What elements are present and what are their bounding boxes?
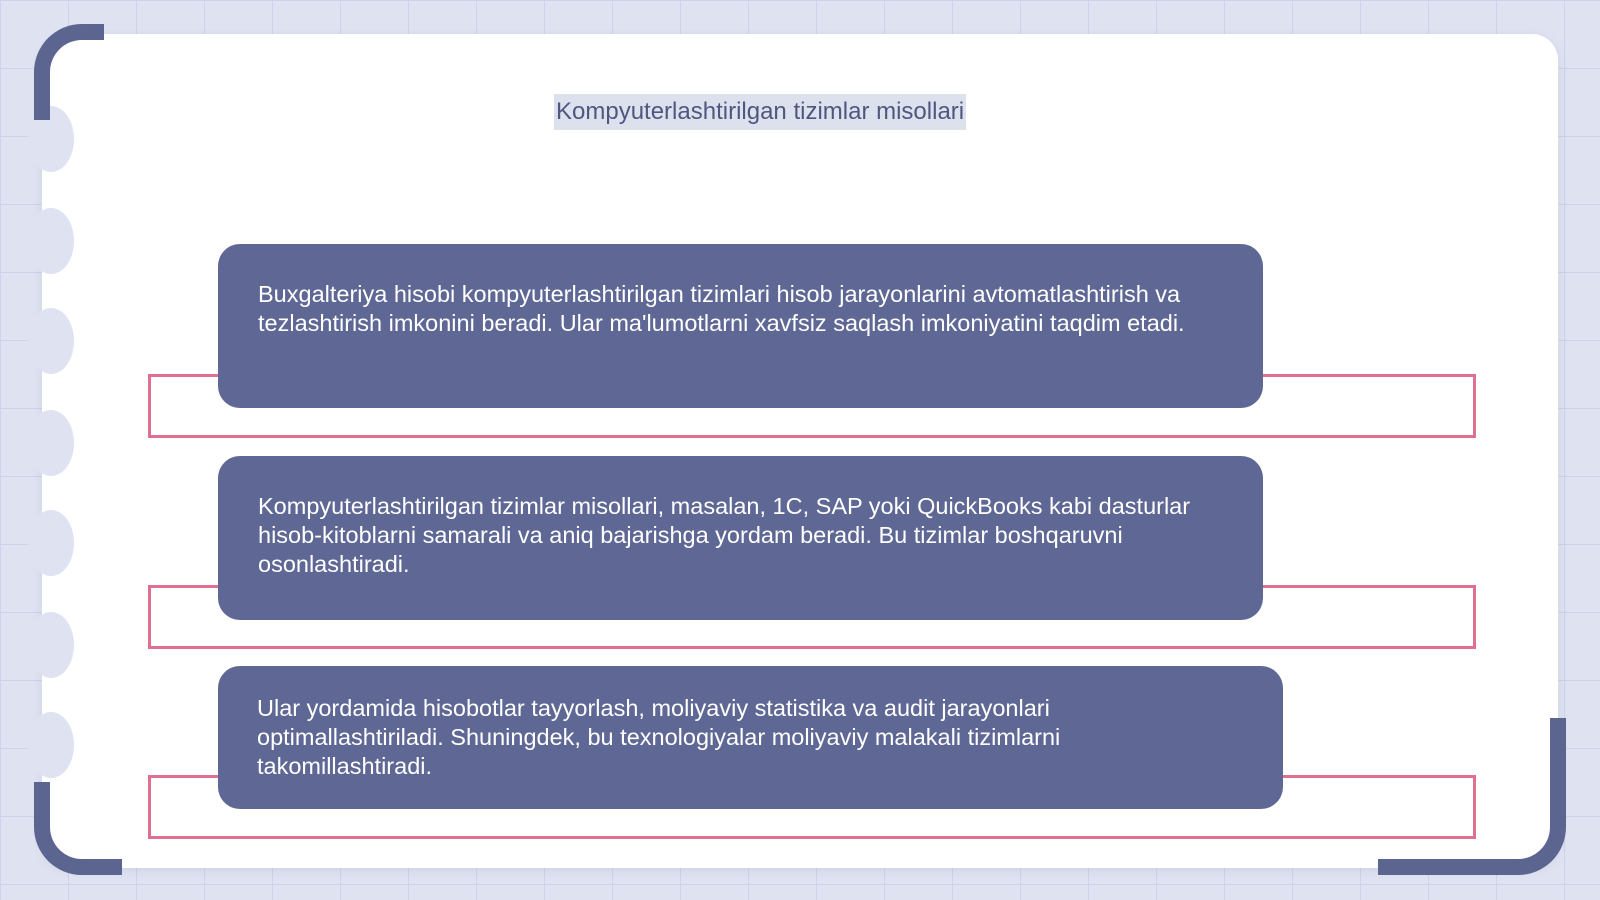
- item-card: [218, 456, 1263, 620]
- item-text: Kompyuterlashtirilgan tizimlar misollari, masalan, 1C, SAP yoki QuickBooks kabi dasturlar hisob-kitoblarni samarali va aniq bajarishga yordam beradi. Bu tizimlar boshqaruvni osonlashtiradi.: [258, 493, 1191, 577]
- slide-title: Kompyuterlashtirilgan tizimlar misollari: [554, 94, 966, 130]
- page-edge-scallop: [28, 612, 74, 678]
- corner-bracket-bottom-left: [34, 782, 122, 875]
- item-text: Buxgalteriya hisobi kompyuterlashtirilgan tizimlari hisob jarayonlarini avtomatlashtirish va tezlashtirish imkonini beradi. Ular ma'lumotlarni xavfsiz saqlash imkoniyatini taqdim etadi.: [258, 281, 1185, 336]
- page-edge-scallop: [28, 510, 74, 576]
- corner-bracket-top-left: [34, 24, 104, 120]
- page-edge-scallop: [28, 308, 74, 374]
- page-edge-scallop: [28, 410, 74, 476]
- item-card: [218, 244, 1263, 408]
- page-edge-scallop: [28, 712, 74, 778]
- item-text: Ular yordamida hisobotlar tayyorlash, moliyaviy statistika va audit jarayonlari optimallashtiriladi. Shuningdek, bu texnologiyalar moliyaviy malakali tizimlarni takomillashtiradi.: [257, 695, 1061, 779]
- item-card: [218, 666, 1283, 809]
- page-edge-scallop: [28, 208, 74, 274]
